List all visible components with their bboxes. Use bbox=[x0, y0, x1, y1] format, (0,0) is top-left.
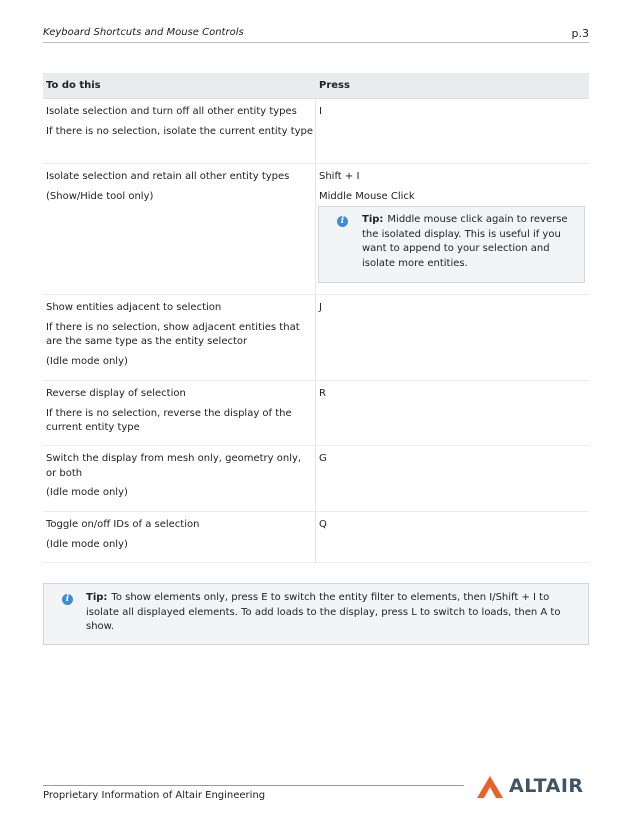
inline-tip-box bbox=[318, 206, 585, 283]
action-text: Show entities adjacent to selection bbox=[46, 302, 222, 313]
shortcut-key: G bbox=[319, 453, 327, 464]
shortcut-key: Shift + I bbox=[319, 171, 360, 182]
footer-text: Proprietary Information of Altair Engineering bbox=[43, 790, 266, 801]
shortcut-key: R bbox=[319, 388, 326, 399]
action-cell bbox=[46, 105, 314, 144]
action-cell bbox=[46, 170, 314, 209]
action-mode: (Idle mode only) bbox=[46, 538, 128, 550]
action-note: If there is no selection, isolate the current entity type bbox=[46, 125, 314, 137]
tip-box bbox=[43, 583, 589, 645]
action-note: If there is no selection, reverse the display of the current entity type bbox=[46, 407, 292, 433]
shortcut-key: I bbox=[319, 106, 322, 117]
table-row bbox=[43, 381, 589, 446]
action-cell bbox=[46, 518, 314, 557]
shortcut-key: J bbox=[319, 302, 322, 313]
action-mode: (Idle mode only) bbox=[46, 487, 128, 498]
info-icon: i bbox=[337, 216, 348, 227]
action-text: Switch the display from mesh only, geometry only, or both bbox=[46, 453, 302, 479]
footer-divider bbox=[43, 785, 464, 786]
press-cell bbox=[319, 170, 587, 209]
press-cell bbox=[319, 518, 587, 538]
tip-label: Tip: bbox=[86, 592, 108, 603]
page-number: p.3 bbox=[571, 27, 589, 40]
column-header-press: Press bbox=[319, 80, 350, 91]
table-row bbox=[43, 295, 589, 381]
inline-tip-text bbox=[362, 213, 574, 271]
info-icon: i bbox=[62, 594, 73, 605]
table-row bbox=[43, 99, 589, 164]
action-mode: (Idle mode only) bbox=[46, 355, 128, 367]
action-note: (Show/Hide tool only) bbox=[46, 190, 154, 202]
shortcut-key: Q bbox=[319, 519, 327, 530]
shortcuts-table bbox=[43, 73, 589, 563]
press-cell bbox=[319, 105, 587, 125]
action-text: Reverse display of selection bbox=[46, 388, 186, 399]
table-row bbox=[43, 512, 589, 563]
action-cell bbox=[46, 301, 314, 374]
altair-logo-mark bbox=[476, 775, 504, 799]
document-title: Keyboard Shortcuts and Mouse Controls bbox=[43, 27, 244, 38]
shortcut-mouse: Middle Mouse Click bbox=[319, 190, 415, 202]
column-header-action: To do this bbox=[46, 80, 101, 91]
logo-wordmark: ALTAIR bbox=[509, 775, 584, 797]
tip-text bbox=[86, 591, 580, 635]
action-cell bbox=[46, 452, 314, 506]
action-text: Isolate selection and retain all other entity types bbox=[46, 171, 290, 182]
press-cell bbox=[319, 452, 587, 472]
table-header-row bbox=[43, 73, 589, 99]
tip-label: Tip: bbox=[362, 214, 384, 225]
tip-body: Middle mouse click again to reverse the isolated display. This is useful if you want to append to your selection and isolate more entities. bbox=[362, 214, 568, 269]
table-row bbox=[43, 164, 589, 295]
altair-logo bbox=[476, 775, 588, 799]
table-row bbox=[43, 446, 589, 512]
action-cell bbox=[46, 387, 314, 441]
action-text: Toggle on/off IDs of a selection bbox=[46, 519, 200, 530]
action-note: If there is no selection, show adjacent entities that are the same type as the entity selector bbox=[46, 321, 300, 347]
press-cell bbox=[319, 301, 587, 321]
tip-body: To show elements only, press E to switch the entity filter to elements, then I/Shift + I to isolate all displayed elements. To add loads to the display, press L to switch to loads, then A to show. bbox=[86, 592, 561, 632]
page-header bbox=[43, 26, 589, 43]
action-text: Isolate selection and turn off all other entity types bbox=[46, 106, 297, 117]
press-cell bbox=[319, 387, 587, 407]
